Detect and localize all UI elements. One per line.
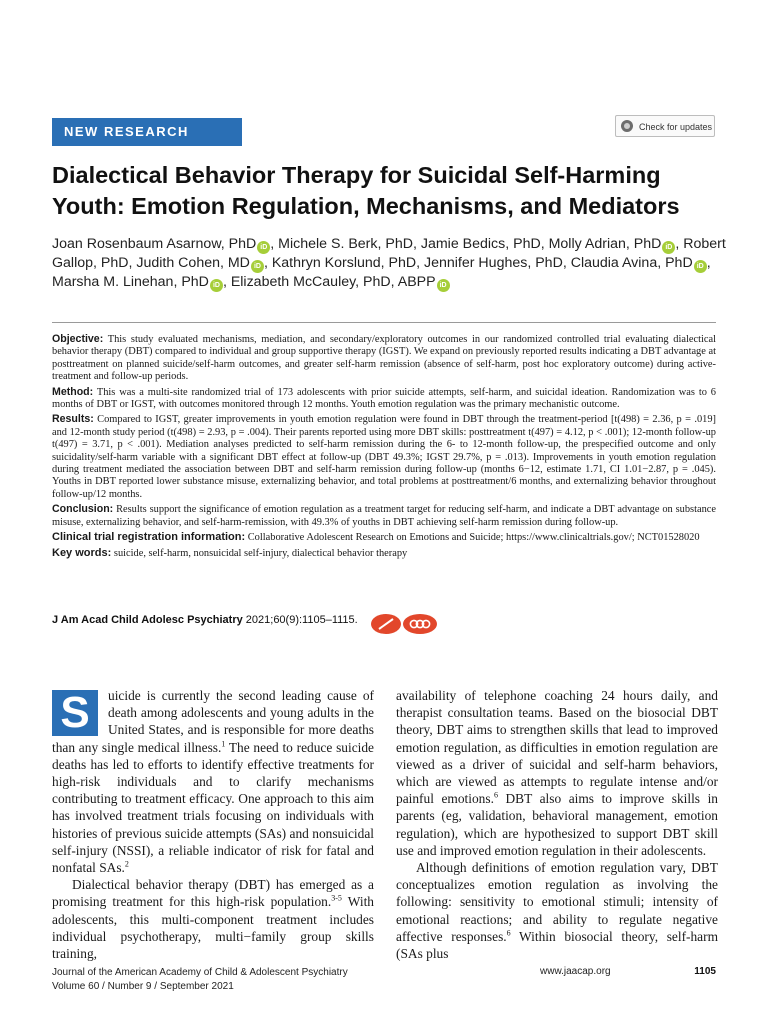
- citation: [52, 614, 358, 626]
- footer-volume: Volume 60 / Number 9 / September 2021: [52, 981, 234, 992]
- reference[interactable]: 6: [506, 928, 511, 938]
- paragraph: [52, 876, 374, 962]
- trial-label: Clinical trial registration information:: [52, 531, 246, 544]
- reference[interactable]: 1: [221, 739, 226, 749]
- footer-url[interactable]: www.jaacap.org: [540, 966, 611, 977]
- reference[interactable]: 6: [493, 790, 498, 800]
- author-list: [52, 235, 732, 292]
- orcid-icon[interactable]: iD: [251, 260, 264, 273]
- paragraph-text: uicide is currently the second leading cause of death among adolescents and young adults in the United States, and is responsible for more deaths than any single medical illness.: [52, 688, 374, 755]
- paragraph-text: availability of telephone coaching 24 hours daily, and therapist consultation teams. Based on the biosocial DBT theory, DBT aims to strengthen skills that lead to improved emotion regulation, as difficulties in emotion regulation are viewed as a driver of suicidal and self-harm behaviors, which are viewed as attempts to regulate intense and/or painful emotions.: [396, 688, 718, 807]
- body-column-right: [396, 687, 718, 962]
- objective-label: Objective:: [52, 333, 104, 345]
- citation-journal: J Am Acad Child Adolesc Psychiatry: [52, 614, 243, 626]
- author-text: Joan Rosenbaum Asarnow, PhD: [52, 236, 257, 252]
- linked-logo-icon: [403, 614, 437, 634]
- orcid-icon[interactable]: iD: [437, 279, 450, 292]
- paragraph-text: Within biosocial theory, self-harm (SAs plus: [396, 928, 718, 962]
- keywords-text: suicide, self-harm, nonsuicidal self-injury, dialectical behavior therapy: [111, 547, 408, 559]
- trial-registration: [52, 531, 716, 544]
- orcid-icon[interactable]: iD: [210, 279, 223, 292]
- keywords: [52, 547, 716, 560]
- reference[interactable]: 3-5: [331, 893, 342, 903]
- paragraph-text: With adolescents, this multi-component treatment includes individual psychotherapy, multi−family group skills training,: [52, 894, 374, 962]
- abstract: [52, 333, 716, 562]
- citation-details: 2021;60(9):1105–1115.: [242, 614, 358, 626]
- orcid-icon[interactable]: iD: [662, 241, 675, 254]
- results-text: Compared to IGST, greater improvements in youth emotion regulation were found in DBT through the treatment-period [t(498) = 2.36, p = .019] and 12-month study period (t(498) = 2.93, p = .004). Their parents reported using more DBT skills: posttreatment t(497) = 4.12, p < .001); 12-month follow-up t(497) = 3.71, p < .001). Mediation analyses predicted to self-harm remission during the 6- to 12-month follow-up, the prespecified outcome and only suicidality/self-harm variable with a significant DBT effect at follow-up (DBT 49.3%; IGST 29.7%, p = .013). Improvements in youth emotion regulation during treatment mediated the association between DBT and self-harm remission during follow-up (months 6−12, estimate 1.71, CI 1.01−2.87, p = .045). Youths in DBT reported lower substance misuse, externalizing behavior, and total problems at posttreatment/6 months, and externalizing behavior throughout follow-up/12 months.: [52, 414, 716, 500]
- update-icon: [621, 120, 633, 132]
- trial-text[interactable]: Collaborative Adolescent Research on Emotions and Suicide; https://www.clinicaltrials.gov/; NCT01528020: [245, 532, 700, 544]
- abstract-conclusion: [52, 503, 716, 529]
- results-label: Results:: [52, 413, 94, 426]
- paragraph-text: The need to reduce suicide deaths has led to efforts to identify effective treatments for high-risk individuals and to clarify mechanisms contributing to treatment efficacy. One approach to this aim has involved treatment trials focusing on individuals with histories of previous suicide attempts (SAs) and nonsuicidal self-injury (NSSI), a reliable indicator of risk for fatal and nonfatal SAs.: [52, 739, 374, 876]
- method-label: Method:: [52, 385, 94, 398]
- conclusion-text: Results support the significance of emotion regulation as a treatment target for reducing self-harm, and indicate a DBT advantage on substance misuse, externalizing behavior, and self-harm-remission, with 49.3% of youths in DBT achieving self-harm remission during follow-up.: [52, 504, 716, 528]
- check-for-updates-label: Check for updates: [639, 122, 713, 132]
- paragraph-text: Dialectical behavior therapy (DBT) has emerged as a promising treatment for this high-risk population.: [52, 877, 374, 910]
- abstract-results: [52, 413, 716, 501]
- divider: [52, 322, 716, 323]
- paragraph: [396, 859, 718, 962]
- author-text: , Elizabeth McCauley, PhD, ABPP: [222, 274, 436, 290]
- author-text: , Kathryn Korslund, PhD, Jennifer Hughes, PhD, Claudia Avina, PhD: [263, 255, 693, 271]
- method-text: This was a multi-site randomized trial of 173 adolescents with prior suicide attempts, self-harm, and suicidal ideation. Randomization was to 6 months of DBT or IGST, with outcomes monitored through 12 months. Youth emotion regulation was the primary mechanistic outcome.: [52, 386, 716, 411]
- footer-journal-name: Journal of the American Academy of Child & Adolescent Psychiatry: [52, 967, 348, 978]
- dropcap: S: [52, 690, 98, 736]
- orcid-icon[interactable]: iD: [257, 241, 270, 254]
- check-for-updates-button[interactable]: [615, 115, 715, 137]
- section-badge: NEW RESEARCH: [52, 118, 242, 146]
- cme-logos[interactable]: [370, 612, 440, 636]
- body-column-left: [52, 687, 374, 962]
- conclusion-label: Conclusion:: [52, 503, 114, 516]
- abstract-objective: [52, 333, 716, 384]
- paragraph: [396, 687, 718, 859]
- orcid-icon[interactable]: iD: [694, 260, 707, 273]
- paragraph-text: DBT also aims to improve skills in parents (eg, validation, behavioral management, emotion regulation), which are hypothesized to support DBT skill use and improved emotion regulation in their adolescents.: [396, 791, 718, 858]
- author-text: , Robert Gallop, PhD, Judith Cohen, MD: [52, 236, 726, 271]
- footer-journal: [52, 966, 348, 994]
- paragraph: [52, 687, 374, 876]
- keywords-label: Key words:: [52, 546, 112, 559]
- paragraph-text: Although definitions of emotion regulation vary, DBT conceptualizes emotion regulation as involving the following: sensitivity to emotional stimuli; intensity of emotional reactions; and ability to regulate negative affective responses.: [396, 860, 718, 944]
- reference[interactable]: 2: [124, 859, 129, 869]
- abstract-method: [52, 386, 716, 412]
- article-title: Dialectical Behavior Therapy for Suicidal Self-Harming Youth: Emotion Regulation, Mechanisms, and Mediators: [52, 162, 680, 219]
- author-text: , Marsha M. Linehan, PhD: [52, 255, 711, 290]
- page-number: 1105: [694, 966, 716, 977]
- author-text: , Michele S. Berk, PhD, Jamie Bedics, PhD, Molly Adrian, PhD: [270, 236, 662, 252]
- objective-text: This study evaluated mechanisms, mediation, and secondary/exploratory outcomes in our randomized controlled trial evaluating dialectical behavior therapy (DBT) compared to individual and group supportive therapy (IGST). We expand on previously reported results indicating a DBT advantage at posttreatment on planned suicide/self-harm outcomes, and greater self-harm remission (absence of self-harm, post hoc exploratory outcome) during active-treatment and follow-up periods.: [52, 334, 716, 383]
